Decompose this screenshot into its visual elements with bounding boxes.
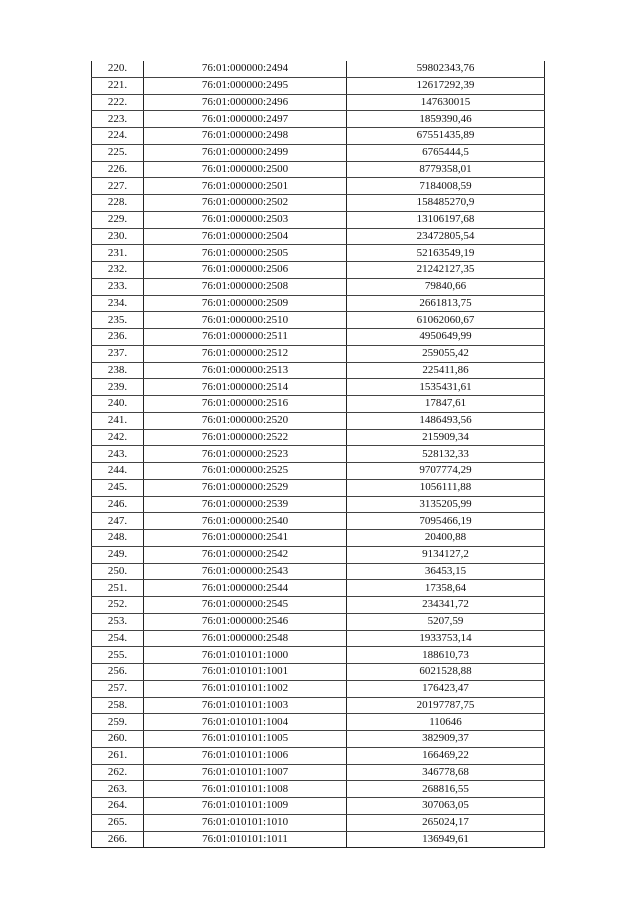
- cadastral-value: 215909,34: [347, 429, 545, 446]
- table-row: [92, 496, 545, 513]
- table-row: [92, 362, 545, 379]
- table-row: [92, 94, 545, 111]
- cadastral-number: 76:01:000000:2522: [144, 429, 347, 446]
- cadastral-value: 147630015: [347, 94, 545, 111]
- cadastral-number: 76:01:010101:1008: [144, 781, 347, 798]
- table-row: [92, 597, 545, 614]
- row-number: 254.: [92, 630, 144, 647]
- cadastral-value: 3135205,99: [347, 496, 545, 513]
- cadastral-value: 136949,61: [347, 831, 545, 848]
- row-number: 259.: [92, 714, 144, 731]
- row-number: 230.: [92, 228, 144, 245]
- cadastral-value: 52163549,19: [347, 245, 545, 262]
- table-row: [92, 731, 545, 748]
- table-row: [92, 128, 545, 145]
- cadastral-value: 20400,88: [347, 530, 545, 547]
- row-number: 249.: [92, 546, 144, 563]
- row-number: 236.: [92, 329, 144, 346]
- table-row: [92, 396, 545, 413]
- row-number: 241.: [92, 412, 144, 429]
- cadastral-number: 76:01:000000:2543: [144, 563, 347, 580]
- table-row: [92, 211, 545, 228]
- row-number: 234.: [92, 295, 144, 312]
- cadastral-value: 1535431,61: [347, 379, 545, 396]
- cadastral-number: 76:01:010101:1011: [144, 831, 347, 848]
- cadastral-number: 76:01:010101:1001: [144, 664, 347, 681]
- cadastral-value: 265024,17: [347, 814, 545, 831]
- table-body: [92, 61, 545, 848]
- row-number: 240.: [92, 396, 144, 413]
- table-row: [92, 546, 545, 563]
- table-row: [92, 580, 545, 597]
- cadastral-value: 79840,66: [347, 278, 545, 295]
- cadastral-value: 67551435,89: [347, 128, 545, 145]
- table-row: [92, 161, 545, 178]
- row-number: 255.: [92, 647, 144, 664]
- table-row: [92, 178, 545, 195]
- row-number: 256.: [92, 664, 144, 681]
- row-number: 233.: [92, 278, 144, 295]
- cadastral-value: 8779358,01: [347, 161, 545, 178]
- row-number: 221.: [92, 77, 144, 94]
- table-row: [92, 664, 545, 681]
- cadastral-number: 76:01:010101:1005: [144, 731, 347, 748]
- cadastral-number: 76:01:000000:2523: [144, 446, 347, 463]
- cadastral-value: 36453,15: [347, 563, 545, 580]
- cadastral-value: 268816,55: [347, 781, 545, 798]
- cadastral-number: 76:01:000000:2513: [144, 362, 347, 379]
- row-number: 265.: [92, 814, 144, 831]
- cadastral-value: 20197787,75: [347, 697, 545, 714]
- table-row: [92, 446, 545, 463]
- cadastral-number: 76:01:000000:2504: [144, 228, 347, 245]
- table-row: [92, 764, 545, 781]
- cadastral-number: 76:01:000000:2529: [144, 479, 347, 496]
- table-row: [92, 77, 545, 94]
- cadastral-number: 76:01:000000:2503: [144, 211, 347, 228]
- cadastral-number: 76:01:000000:2497: [144, 111, 347, 128]
- row-number: 247.: [92, 513, 144, 530]
- cadastral-number: 76:01:000000:2506: [144, 262, 347, 279]
- table-row: [92, 647, 545, 664]
- cadastral-value: 6765444,5: [347, 144, 545, 161]
- cadastral-number: 76:01:000000:2545: [144, 597, 347, 614]
- table-row: [92, 144, 545, 161]
- row-number: 232.: [92, 262, 144, 279]
- cadastral-value: 158485270,9: [347, 195, 545, 212]
- row-number: 225.: [92, 144, 144, 161]
- table-row: [92, 111, 545, 128]
- row-number: 244.: [92, 463, 144, 480]
- cadastral-value: 59802343,76: [347, 61, 545, 77]
- cadastral-number: 76:01:010101:1004: [144, 714, 347, 731]
- cadastral-value: 13106197,68: [347, 211, 545, 228]
- cadastral-number: 76:01:010101:1010: [144, 814, 347, 831]
- row-number: 239.: [92, 379, 144, 396]
- row-number: 224.: [92, 128, 144, 145]
- cadastral-value: 7095466,19: [347, 513, 545, 530]
- table-row: [92, 680, 545, 697]
- cadastral-value: 259055,42: [347, 345, 545, 362]
- cadastral-number: 76:01:000000:2514: [144, 379, 347, 396]
- cadastral-value: 1859390,46: [347, 111, 545, 128]
- table-row: [92, 714, 545, 731]
- row-number: 262.: [92, 764, 144, 781]
- table-row: [92, 530, 545, 547]
- cadastral-value: 528132,33: [347, 446, 545, 463]
- cadastral-value: 4950649,99: [347, 329, 545, 346]
- cadastral-number: 76:01:010101:1000: [144, 647, 347, 664]
- row-number: 223.: [92, 111, 144, 128]
- row-number: 264.: [92, 798, 144, 815]
- cadastral-value: 1056111,88: [347, 479, 545, 496]
- table-row: [92, 228, 545, 245]
- row-number: 250.: [92, 563, 144, 580]
- cadastral-value: 9134127,2: [347, 546, 545, 563]
- cadastral-number: 76:01:000000:2500: [144, 161, 347, 178]
- row-number: 266.: [92, 831, 144, 848]
- cadastral-number: 76:01:000000:2494: [144, 61, 347, 77]
- row-number: 248.: [92, 530, 144, 547]
- cadastral-value: 382909,37: [347, 731, 545, 748]
- cadastral-number: 76:01:000000:2539: [144, 496, 347, 513]
- row-number: 220.: [92, 61, 144, 77]
- cadastral-value: 176423,47: [347, 680, 545, 697]
- cadastral-number: 76:01:010101:1003: [144, 697, 347, 714]
- cadastral-number: 76:01:000000:2540: [144, 513, 347, 530]
- table-row: [92, 245, 545, 262]
- table-row: [92, 429, 545, 446]
- table-row: [92, 613, 545, 630]
- cadastral-value: 307063,05: [347, 798, 545, 815]
- table-row: [92, 747, 545, 764]
- table-row: [92, 630, 545, 647]
- row-number: 235.: [92, 312, 144, 329]
- cadastral-number: 76:01:000000:2501: [144, 178, 347, 195]
- cadastral-value: 6021528,88: [347, 664, 545, 681]
- cadastral-number: 76:01:010101:1009: [144, 798, 347, 815]
- table-row: [92, 379, 545, 396]
- cadastral-number: 76:01:010101:1006: [144, 747, 347, 764]
- cadastral-value: 61062060,67: [347, 312, 545, 329]
- table-row: [92, 463, 545, 480]
- row-number: 252.: [92, 597, 144, 614]
- table-row: [92, 295, 545, 312]
- table-row: [92, 563, 545, 580]
- cadastral-number: 76:01:000000:2525: [144, 463, 347, 480]
- table-row: [92, 831, 545, 848]
- cadastral-number: 76:01:000000:2541: [144, 530, 347, 547]
- table-row: [92, 513, 545, 530]
- cadastral-value: 1486493,56: [347, 412, 545, 429]
- row-number: 261.: [92, 747, 144, 764]
- cadastral-value: 346778,68: [347, 764, 545, 781]
- row-number: 258.: [92, 697, 144, 714]
- cadastral-value: 17358,64: [347, 580, 545, 597]
- cadastral-value: 166469,22: [347, 747, 545, 764]
- cadastral-value: 21242127,35: [347, 262, 545, 279]
- row-number: 238.: [92, 362, 144, 379]
- cadastral-value: 234341,72: [347, 597, 545, 614]
- table-row: [92, 798, 545, 815]
- row-number: 251.: [92, 580, 144, 597]
- table-row: [92, 697, 545, 714]
- table-row: [92, 262, 545, 279]
- cadastral-number: 76:01:000000:2510: [144, 312, 347, 329]
- row-number: 243.: [92, 446, 144, 463]
- table-row: [92, 61, 545, 77]
- cadastral-number: 76:01:000000:2495: [144, 77, 347, 94]
- row-number: 229.: [92, 211, 144, 228]
- cadastral-value: 23472805,54: [347, 228, 545, 245]
- cadastral-number: 76:01:000000:2516: [144, 396, 347, 413]
- table-row: [92, 814, 545, 831]
- row-number: 226.: [92, 161, 144, 178]
- cadastral-number: 76:01:010101:1002: [144, 680, 347, 697]
- cadastral-number: 76:01:000000:2511: [144, 329, 347, 346]
- cadastral-number: 76:01:000000:2542: [144, 546, 347, 563]
- cadastral-value: 188610,73: [347, 647, 545, 664]
- cadastral-number: 76:01:000000:2520: [144, 412, 347, 429]
- cadastral-value: 12617292,39: [347, 77, 545, 94]
- cadastral-number: 76:01:000000:2544: [144, 580, 347, 597]
- cadastral-number: 76:01:000000:2508: [144, 278, 347, 295]
- row-number: 257.: [92, 680, 144, 697]
- cadastral-number: 76:01:000000:2499: [144, 144, 347, 161]
- table-row: [92, 329, 545, 346]
- cadastral-number: 76:01:000000:2548: [144, 630, 347, 647]
- row-number: 253.: [92, 613, 144, 630]
- table-row: [92, 479, 545, 496]
- cadastral-value: 7184008,59: [347, 178, 545, 195]
- cadastral-value: 5207,59: [347, 613, 545, 630]
- table-row: [92, 781, 545, 798]
- table-row: [92, 345, 545, 362]
- cadastral-value: 17847,61: [347, 396, 545, 413]
- row-number: 242.: [92, 429, 144, 446]
- cadastral-value: 1933753,14: [347, 630, 545, 647]
- cadastral-number: 76:01:000000:2505: [144, 245, 347, 262]
- table-row: [92, 312, 545, 329]
- cadastral-number: 76:01:000000:2502: [144, 195, 347, 212]
- cadastral-number: 76:01:000000:2509: [144, 295, 347, 312]
- row-number: 228.: [92, 195, 144, 212]
- table-row: [92, 195, 545, 212]
- row-number: 260.: [92, 731, 144, 748]
- cadastral-value: 225411,86: [347, 362, 545, 379]
- cadastral-number: 76:01:010101:1007: [144, 764, 347, 781]
- cadastral-value: 9707774,29: [347, 463, 545, 480]
- cadastral-number: 76:01:000000:2546: [144, 613, 347, 630]
- cadastral-number: 76:01:000000:2498: [144, 128, 347, 145]
- row-number: 246.: [92, 496, 144, 513]
- row-number: 231.: [92, 245, 144, 262]
- row-number: 227.: [92, 178, 144, 195]
- cadastral-value: 2661813,75: [347, 295, 545, 312]
- row-number: 245.: [92, 479, 144, 496]
- row-number: 222.: [92, 94, 144, 111]
- table-row: [92, 412, 545, 429]
- cadastral-value-table: [91, 61, 545, 848]
- cadastral-number: 76:01:000000:2496: [144, 94, 347, 111]
- cadastral-value: 110646: [347, 714, 545, 731]
- row-number: 263.: [92, 781, 144, 798]
- row-number: 237.: [92, 345, 144, 362]
- cadastral-number: 76:01:000000:2512: [144, 345, 347, 362]
- table-row: [92, 278, 545, 295]
